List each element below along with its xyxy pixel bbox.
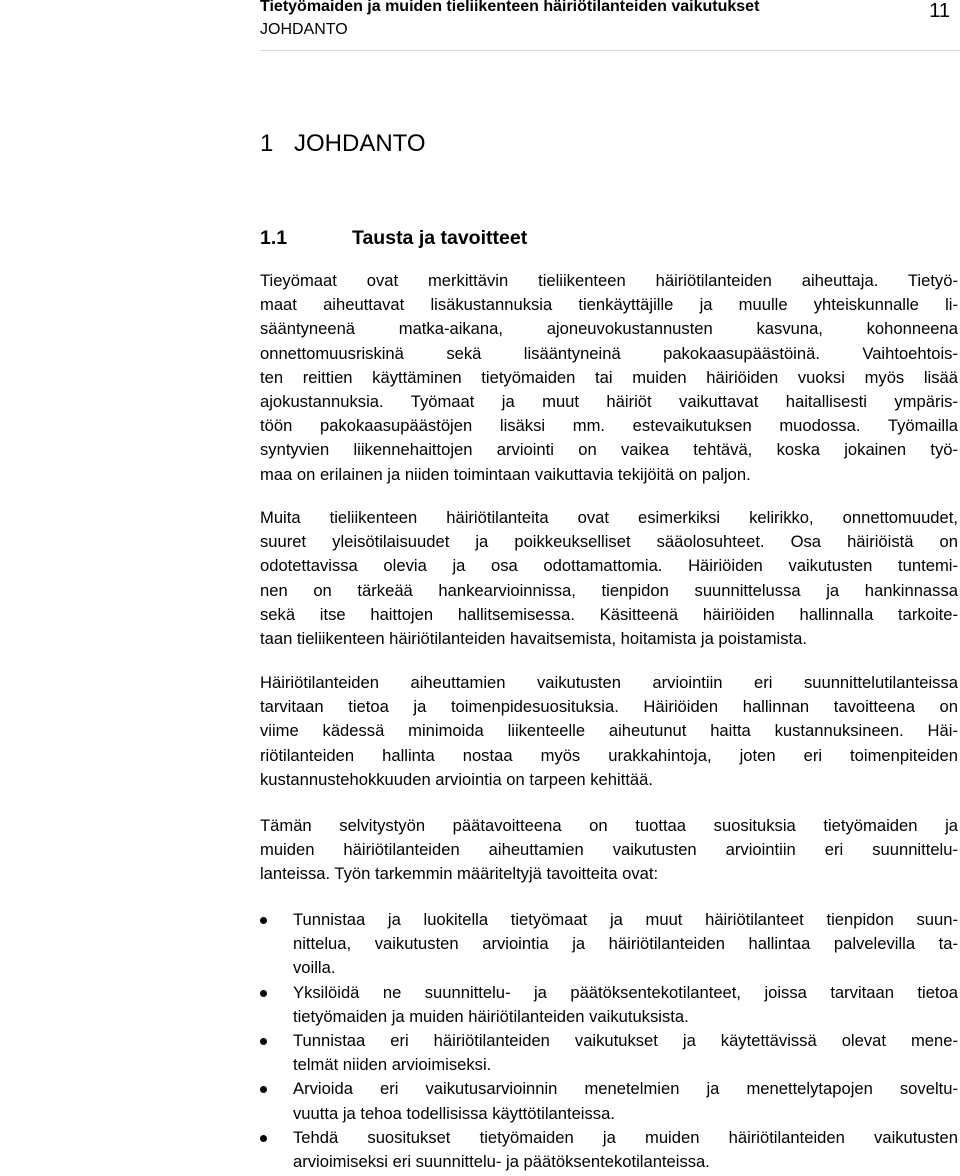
paragraph-line: onnettomuusriskinä sekä lisääntyneinä pakokaasupäästöinä. Vaihtoehtois- xyxy=(260,343,958,363)
running-header-subtitle: JOHDANTO xyxy=(260,21,348,38)
list-item-line: telmät niiden arvioimiseksi. xyxy=(293,1055,492,1075)
paragraph-line: Muita tieliikenteen häiriötilanteita ovat esimerkiksi kelirikko, onnettomuudet, xyxy=(260,508,958,527)
list-item-line: tietyömaiden ja muiden häiriötilanteiden vaikutuksista. xyxy=(293,1006,689,1026)
list-item-line: arvioimiseksi eri suunnittelu- ja päätöksentekotilanteissa. xyxy=(293,1151,710,1171)
list-item-line: nittelua, vaikutusten arviointia ja häiriötilanteiden hallintaa palvelevilla ta- xyxy=(293,934,958,954)
paragraph-line: odotettavissa olevia ja osa odottamattomia. Häiriöiden vaikutusten tuntemi- xyxy=(260,556,958,576)
paragraph-line: ajokustannuksia. Työmaat ja muut häiriöt vaikuttavat haitallisesti ympäris- xyxy=(260,391,958,411)
paragraph-line: Tämän selvitystyön päätavoitteena on tuottaa suosituksia tietyömaiden ja xyxy=(260,816,958,835)
paragraph-line: Tieyömaat ovat merkittävin tieliikenteen häiriötilanteiden aiheuttaja. Tietyö- xyxy=(260,271,958,290)
bullet-icon xyxy=(260,1135,267,1142)
paragraph-line: lanteissa. Työn tarkemmin määriteltyjä tavoitteita ovat: xyxy=(260,864,659,884)
list-item-line: Yksilöidä ne suunnittelu- ja päätöksentekotilanteet, joissa tarvitaan tietoa xyxy=(293,982,958,1002)
bullet-icon xyxy=(260,917,267,924)
paragraph-line: maat aiheuttavat lisäkustannuksia tienkäyttäjille ja muulle yhteiskunnalle li- xyxy=(260,295,958,315)
paragraph-line: tarvitaan tietoa ja toimenpidesuosituksia. Häiriöiden hallinnan tavoitteena on xyxy=(260,697,958,717)
body-paragraph xyxy=(260,671,958,792)
paragraph-line: maa on erilainen ja niiden toimintaan vaikuttavia tekijöitä on paljon. xyxy=(260,464,751,484)
paragraph-line: sekä itse haittojen hallitsemisessa. Käsitteenä häiriöiden hallinnalla tarkoite- xyxy=(260,604,958,624)
list-item-line: Arvioida eri vaikutusarvioinnin menetelmien ja menettelytapojen soveltu- xyxy=(293,1079,958,1099)
list-item xyxy=(293,1077,958,1125)
running-header-title: Tietyömaiden ja muiden tieliikenteen häiriötilanteiden vaikutukset xyxy=(260,0,760,15)
running-header xyxy=(260,0,960,52)
list-item-line: vuutta ja tehoa todellisissa käyttötilanteissa. xyxy=(293,1103,615,1123)
chapter-number: 1 xyxy=(260,130,274,157)
paragraph-line: viime kädessä minimoida liikenteelle aiheutunut haitta kustannuksineen. Häi- xyxy=(260,721,958,741)
paragraph-line: töön pakokaasupäästöjen lisäksi mm. estevaikutuksen muodossa. Työmailla xyxy=(260,416,958,436)
list-item-line: Tunnistaa ja luokitella tietyömaat ja muut häiriötilanteet tienpidon suun- xyxy=(293,910,958,929)
section-number: 1.1 xyxy=(260,227,288,249)
paragraph-line: nen on tärkeää hankearvioinnissa, tienpidon suunnittelussa ja hankinnassa xyxy=(260,580,958,600)
chapter-heading xyxy=(260,130,426,158)
bullet-icon xyxy=(260,990,267,997)
body-paragraph xyxy=(260,506,958,651)
paragraph-line: Häiriötilanteiden aiheuttamien vaikutusten arviointiin eri suunnittelutilanteissa xyxy=(260,673,958,692)
list-item xyxy=(293,1126,958,1174)
paragraph-line: suuret yleisötilaisuudet ja poikkeukselliset sääolosuhteet. Osa häiriöistä on xyxy=(260,532,958,552)
paragraph-line: riötilanteiden hallinta nostaa myös urakkahintoja, joten eri toimenpiteiden xyxy=(260,745,958,765)
list-item xyxy=(293,908,958,981)
list-item-line: Tehdä suositukset tietyömaiden ja muiden häiriötilanteiden vaikutusten xyxy=(293,1127,958,1147)
list-item-line: Tunnistaa eri häiriötilanteiden vaikutukset ja käytettävissä olevat mene- xyxy=(293,1030,958,1050)
paragraph-line: muiden häiriötilanteiden aiheuttamien vaikutusten arviointiin eri suunnittelu- xyxy=(260,840,958,860)
body-paragraph xyxy=(260,814,958,887)
header-divider xyxy=(260,50,960,51)
list-item-line: voilla. xyxy=(293,958,336,978)
bullet-icon xyxy=(260,1038,267,1045)
objectives-list xyxy=(260,908,960,1174)
paragraph-line: syntyvien liikennehaittojen arviointi on vaikea tehtävä, koska jokainen työ- xyxy=(260,440,958,460)
body-paragraph xyxy=(260,269,958,487)
section-heading xyxy=(260,226,527,250)
section-title: Tausta ja tavoitteet xyxy=(352,227,528,249)
list-item xyxy=(293,1029,958,1077)
paragraph-line: ten reittien käyttäminen tietyömaiden tai muiden häiriöiden vuoksi myös lisää xyxy=(260,367,958,387)
list-item xyxy=(293,981,958,1029)
paragraph-line: taan tieliikenteen häiriötilanteiden havaitsemista, hoitamista ja poistamista. xyxy=(260,628,807,648)
bullet-icon xyxy=(260,1086,267,1093)
paragraph-line: kustannustehokkuuden arviointia on tarpeen kehittää. xyxy=(260,769,653,789)
chapter-title: JOHDANTO xyxy=(294,130,426,157)
paragraph-line: sääntyneenä matka-aikana, ajoneuvokustannusten kasvuna, kohonneena xyxy=(260,319,958,339)
page-number: 11 xyxy=(929,0,950,22)
